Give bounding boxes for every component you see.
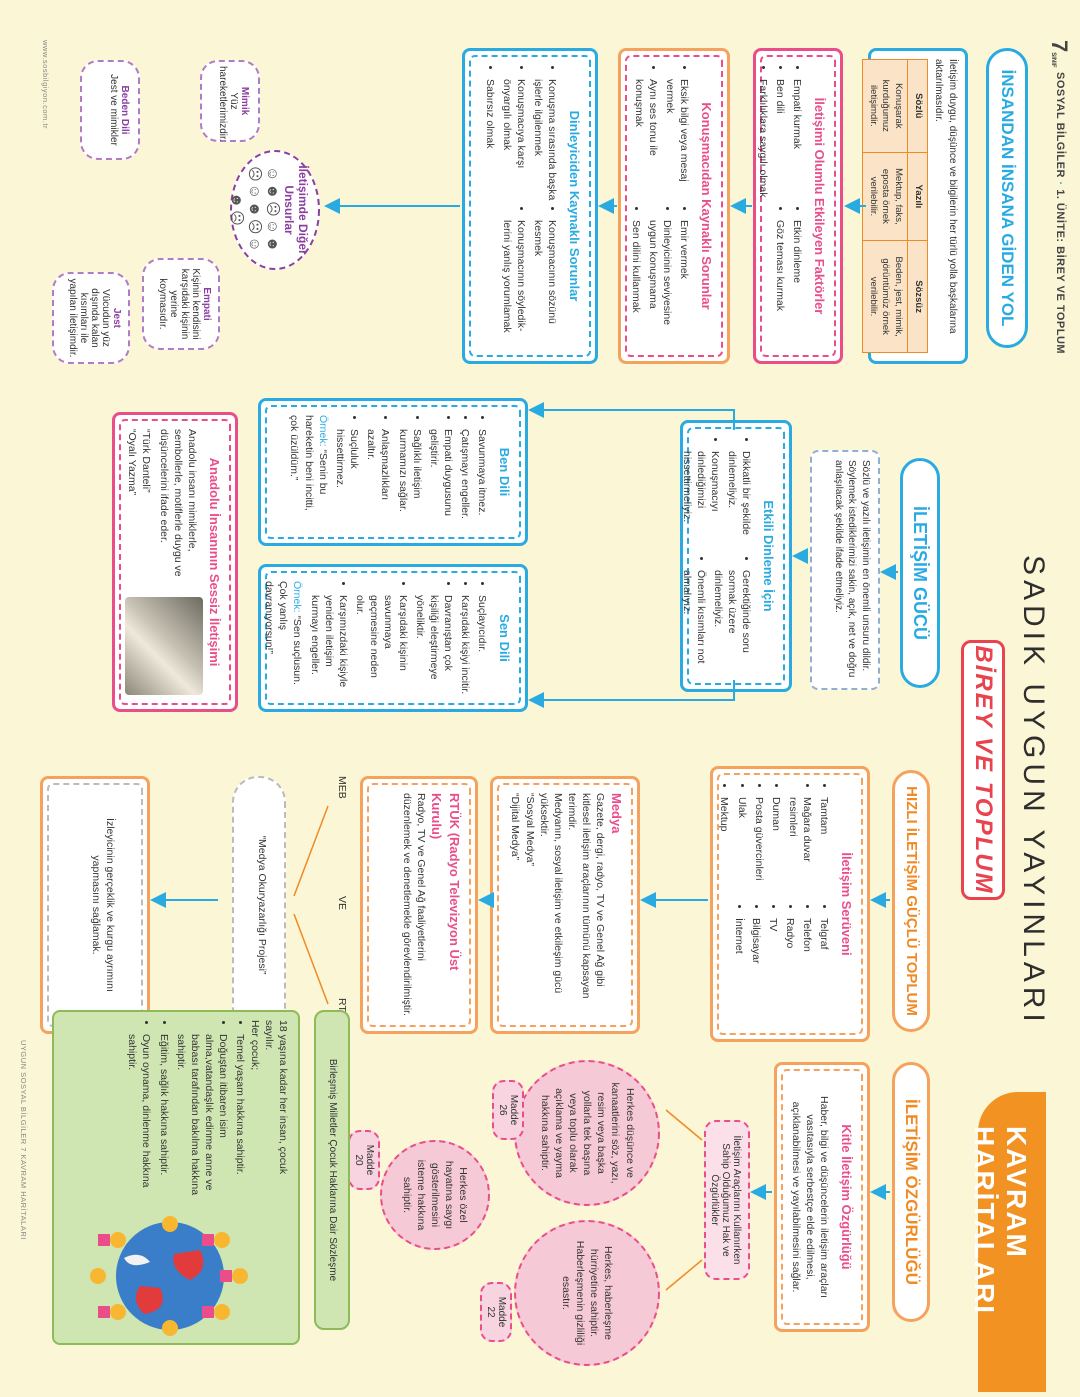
media-text-2: Medyanın, sosyal iletişim ve etkileşim gücü yüksektir. — [537, 793, 564, 994]
list-item: • Tamtam — [817, 797, 831, 904]
grade-badge: 7SINIF — [1047, 40, 1072, 68]
other-elements-hub: İletişimde Diğer Unsurlar ☺☻☹☺☻☹☺☻☹☺☻☹ — [230, 150, 320, 270]
col-sozlu: Sözlü — [908, 60, 928, 153]
article-26-tag: Madde 26 — [492, 1080, 524, 1140]
main-title: BİREY VE TOPLUM — [961, 640, 1005, 900]
meb-label: MEB — [336, 776, 348, 799]
website-label: www.sosbilgiyon.com.tr — [41, 40, 50, 129]
list-item: • Empati kurmak — [790, 79, 804, 206]
faces-emoji: ☺☻☹☺☻☹☺☻☹☺☻☹ — [228, 166, 281, 254]
list-item: • Radyo — [783, 918, 797, 1025]
listener-title: Dinleyiciden Kaynaklı Sorunlar — [567, 110, 582, 302]
list-item: • Bilgisayar — [749, 918, 763, 1025]
col-yazili: Yazılı — [908, 152, 928, 241]
list-item: • Telgraf — [817, 918, 831, 1025]
list-item: • Ben dili — [773, 79, 787, 206]
publisher-title: SADIK UYGUN YAYINLARI — [1017, 555, 1050, 1027]
factors-title: İletişimi Olumlu Etkileyen Faktörler — [812, 97, 827, 315]
section-title-ozgurluk: İLETİŞİM ÖZGÜRLÜĞÜ — [892, 1062, 930, 1322]
list-item: • Posta güvercinleri — [752, 797, 766, 904]
article-20-tag: Madde 20 — [348, 1130, 380, 1190]
list-item: • Suçlayıcıdır. — [475, 595, 489, 695]
child-intro: 18 yaşına kadar her insan, çocuk sayılır. — [262, 1020, 289, 1175]
list-item: • Sabırsız olmak — [483, 79, 497, 206]
list-item: • Savunmaya itmez. — [475, 429, 489, 529]
list-item: • Emir vermek — [677, 220, 691, 347]
list-item: • Eğitim, sağlık hakkına sahiptir. — [156, 1034, 170, 1200]
listening-title: Etkili Dinleme İçin — [761, 500, 776, 612]
list-item: • Suçluluk hissettirmez. — [333, 429, 361, 529]
mass-freedom-text: Haber, bilgi ve düşüncelerin iletişim araçları vasıtasıyla serbestçe elde edilmesi, açıklanabilmesi ve yayılabilmesini sağlar. — [790, 1096, 831, 1298]
footer-label: UYGUN SOSYAL BİLGİLER 7 KAVRAM HARİTALARI — [19, 1040, 28, 1240]
list-item: • Eksik bilgi veya mesaj vermek — [663, 79, 691, 206]
media-text: Gazete, dergi, radyo, TV ve Genel Ağ gibi kitlesel iletişim araçlarının tümünü kapsayan terimdir. — [566, 793, 607, 999]
child-sub: Her çocuk; — [248, 1020, 261, 1071]
list-item: • Empati duygusunu geliştirir. — [427, 429, 455, 529]
list-item: • Ulak — [734, 797, 748, 904]
media-title: Medya — [609, 793, 624, 834]
un-convention-pill: Birleşmiş Milletler Çocuk Haklarına Dair Sözleşme — [314, 1010, 350, 1330]
empati-bubble: Empati Kişinin kendisini karşıdaki kişinin yerine koymasıdır. — [142, 258, 220, 350]
list-item: • Çatışmayı engeller. — [458, 429, 472, 529]
rtuk-text: Radyo, TV ve Genel Ağ faaliyetlerini düzenlemek ve denetlemekle görevlendirilmiştir. — [400, 793, 427, 1016]
list-item: • Telefon — [800, 918, 814, 1025]
sen-dili-title: Sen Dili — [497, 614, 512, 662]
list-item: • Farklılıklara saygılı olmak — [756, 79, 770, 206]
list-item: • Aynı ses tonu ile konuşmak — [632, 79, 660, 206]
list-item: • Önemli kısımları not almalıyız. — [680, 570, 708, 675]
media-example-1: “Sosyal Medya” — [523, 793, 536, 866]
list-item: • TV — [766, 918, 780, 1025]
cell-sozsuz: Beden, jest, mimik, görüntümüz örnek verilebilir. — [862, 241, 907, 353]
anadolu-title: Anadolu İnsanının Sessiz İletişimi — [207, 457, 222, 667]
list-item: • Dinleyicinin seviyesine uygun konuşmama — [646, 220, 674, 347]
mass-freedom-title: Kitle İletişim Özgürlüğü — [839, 1124, 854, 1270]
beden-dili-bubble: Beden Dili Jest ve mimikler — [80, 60, 140, 160]
list-item: • Sen dilini kullanmak — [629, 220, 643, 347]
list-item: • Doğuştan itibaren isim alma,vatandaşlık edinme anne ve babası tarafından bakılma hakkına sahiptir. — [174, 1034, 231, 1200]
tools-title: İletişim Serüveni — [839, 852, 854, 956]
section-title-hizli: HIZLI İLETİŞİM GÜÇLÜ TOPLUM — [892, 770, 930, 1032]
list-item: • Duman — [769, 797, 783, 904]
list-item: • Konuşmacının söyledik-lerini yanlış yorumlamak — [500, 220, 528, 347]
list-item: • Konuşmacıyı dinlediğimizi hissettirmeliyiz. — [680, 451, 723, 556]
article-20-circle: Herkes özel hayatına saygı gösterilmesini isteme hakkına sahiptir. — [380, 1140, 490, 1250]
anadolu-example-2: “Oyalı Yazma” — [125, 429, 138, 496]
list-item: • Konuşma sırasında başka işlerle ilgilenmek — [531, 79, 559, 206]
list-item: • Göz teması kurmak — [773, 220, 787, 347]
project-pill: “Medya Okuryazarlığı Projesi” — [232, 776, 286, 1034]
list-item: • Konuşmacıya karşı önyargılı olmak — [500, 79, 528, 206]
list-item: • İnternet — [731, 918, 745, 1025]
list-item: • Gerektiğinde soru sormak üzere dinlemeliyiz. — [711, 570, 754, 675]
list-item: • Dikkatli bir şekilde dinlemeliyiz. — [725, 451, 753, 556]
sen-dili-example: Örnek: “Sen suçlusun. Çok yanlış davranıyorsun!” — [263, 581, 304, 685]
list-item: • Karşımızdaki kişiyle yeniden iletişim kurmayı engeller. — [307, 595, 350, 695]
list-item: • Karşıdaki kişiyi incitir. — [458, 595, 472, 695]
anadolu-text: Anadolu insanı mimiklerle, sembollerle, motiflerle duygu ve düşüncelerini ifade eder. — [158, 429, 199, 577]
rtuk-title: RTÜK (Radyo Televizyon Üst Kurulu) — [429, 793, 462, 971]
col-sozsuz: Sözsüz — [908, 241, 928, 353]
cell-yazili: Mektup, faks, eposta örnek verilebilir. — [862, 152, 907, 241]
article-22-tag: Madde 22 — [480, 1282, 512, 1342]
media-example-2: “Dijital Medya” — [509, 793, 522, 861]
list-item: • Oyun oynama, dinlenme hakkına sahiptir. — [125, 1034, 153, 1200]
ve-label: VE — [336, 896, 348, 911]
list-item: • Karşıdaki kişinin savunmaya geçmesine neden olur. — [353, 595, 410, 695]
list-item: • Konuşmacının sözünü kesmek — [531, 220, 559, 347]
list-item: • Mağara duvar resimleri — [786, 797, 814, 904]
section-title-guc: İLETİŞİM GÜCÜ — [900, 458, 940, 688]
rights-pill: İletişim Araçlarını Kullanırken Sahip Olduğumuz Hak ve Özgürlükler — [704, 1120, 750, 1280]
jest-bubble: Jest Vücudun yüz dışında kalan kısımları ile yapılan iletişimdir. — [52, 272, 130, 364]
article-26-circle: Herkes düşünce ve kanaatlerini söz, yazı, resim veya başka yollarla tek başına veya toplu olarak açıklama ve yayma hakkına sahiptir. — [514, 1060, 660, 1206]
series-banner: KAVRAM HARİTALARI — [978, 1092, 1046, 1392]
anadolu-example-1: “Türk Danteli” — [139, 429, 152, 493]
list-item: • Mektup — [717, 797, 731, 904]
mimik-bubble: Mimik Yüz hareketlerimizdir. — [200, 60, 260, 142]
speaker-title: Konuşmacıdan Kaynaklı Sorunlar — [699, 102, 714, 310]
section-title-yol: İNSANDAN İNSANA GİDEN YOL — [986, 48, 1028, 348]
ben-dili-title: Ben Dili — [497, 447, 512, 497]
article-22-circle: Herkes, haberleşme hürriyetine sahiptir. Haberleşmenin gizliliği esastır. — [514, 1220, 660, 1366]
communication-intro: İletişim duygu, düşünce ve bilgilerin her türlü yolla başkalarına aktarılmasıdır. — [933, 59, 958, 334]
list-item: • Sağlıklı iletişim kurmamızı sağlar. — [395, 429, 423, 529]
list-item: • Anlaşmazlıkları azaltır. — [364, 429, 392, 529]
list-item: • Temel yaşam hakkına sahiptir. — [233, 1034, 247, 1200]
list-item: • Davranıştan çok kişiliği eleştirmeye yöneliktir. — [413, 595, 456, 695]
aim-text: İzleyicinin gerçeklik ve kurgu ayrımını yapmasını sağlamak. — [47, 783, 143, 1027]
subject-unit-line: SOSYAL BİLGİLER · 1. ÜNİTE: BİREY VE TOPLUM — [1054, 72, 1066, 355]
ben-dili-example: Örnek: “Senin bu hareketin beni incitti, çok üzüldüm.” — [288, 415, 329, 511]
language-intro: Sözlü ve yazılı iletişimin en önemli unsuru dildir. Söylemek istediklerimizi sakin, açık, net ve doğru anlaşılacak şekilde ifade etmeliyiz. — [810, 450, 880, 690]
cell-sozlu: Konuşarak kurduğumuz iletişimdir. — [862, 60, 907, 153]
list-item: • Etkin dinleme — [790, 220, 804, 347]
